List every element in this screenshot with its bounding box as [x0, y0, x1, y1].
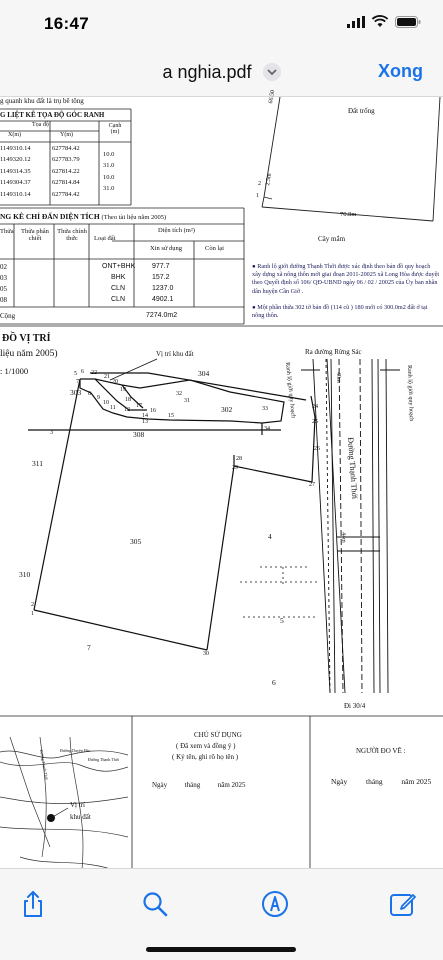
markup-pen-icon: [260, 889, 290, 919]
area-col-xin: Xin sử dụng: [150, 245, 183, 252]
area-row-xin-3: 1237.0: [152, 285, 174, 292]
area-col-chinh-thuc: Thửa chính thức: [57, 228, 87, 242]
map-subtitle: liệu năm 2005): [0, 349, 58, 359]
wifi-icon: [372, 16, 388, 28]
parcel-304: 304: [198, 369, 210, 378]
map-point-21: 21: [104, 374, 110, 380]
map-title: ĐỒ VỊ TRÍ: [2, 333, 51, 344]
map-point-31: 31: [184, 398, 190, 404]
coord-edge-3: 10.0: [103, 174, 115, 181]
map-point-34: 34: [264, 426, 270, 432]
map-point-18: 18: [125, 397, 131, 403]
coord-edge-2: 31.0: [103, 162, 115, 169]
area-col-phan-chiet: Thửa phân chiết: [21, 228, 49, 242]
inset-cay-mam: Cây mắm: [318, 235, 346, 243]
parcel-305: 305: [130, 537, 142, 546]
sign-chu-date: Ngày tháng năm 2025: [152, 781, 246, 789]
status-icons: [347, 16, 421, 28]
search-button[interactable]: [140, 889, 170, 919]
map-vi-tri: Vị trí khu đất: [156, 350, 194, 358]
inset-pt-2: 2: [258, 181, 261, 187]
area-total-value: 7274.0m2: [146, 312, 178, 319]
coord-header-group: Tọa độ: [32, 122, 49, 128]
map-width-44: 44m: [340, 532, 347, 543]
battery-icon: [395, 16, 421, 28]
search-icon: [140, 889, 170, 919]
chevron-down-icon[interactable]: [263, 63, 281, 81]
parcel-302: 302: [221, 405, 233, 414]
map-point-11: 11: [110, 405, 116, 411]
coord-y-1: 627784.42: [52, 145, 80, 152]
coord-col-y: Y(m): [60, 132, 73, 138]
map-point-6: 6: [81, 369, 84, 375]
edit-icon: [388, 889, 418, 919]
area-row-loai-1: ONT+BHK: [102, 263, 136, 270]
area-row-loai-2: BHK: [111, 274, 126, 281]
done-button[interactable]: Xong: [378, 61, 423, 81]
inset-edge-70: 70.8m: [340, 211, 357, 218]
area-table-title-note: (Theo tài liệu năm 2005): [101, 214, 167, 221]
parcel-6: 6: [272, 678, 276, 687]
sign-chu-l1: ( Đã xem và đồng ý ): [176, 742, 236, 750]
coord-x-2: 1149320.12: [0, 156, 31, 163]
area-col-dien-tich: Diện tích (m²): [158, 227, 195, 234]
area-row-id-3: 05: [0, 285, 7, 293]
inset-pt-1: 1: [256, 193, 259, 199]
area-row-id-1: 02: [0, 263, 7, 271]
locator-road-2: Đường Duyên Hải: [60, 748, 90, 753]
map-width-40: 40m: [335, 372, 342, 383]
area-col-con-lai: Còn lại: [205, 245, 224, 252]
map-point-24: 24: [312, 404, 318, 410]
status-bar: [0, 0, 443, 48]
map-point-1: 1: [31, 611, 34, 617]
inset-edge-66: 66.50: [268, 89, 277, 105]
bottom-toolbar: [0, 868, 443, 960]
map-point-19: 19: [120, 387, 126, 393]
coord-x-3: 1149314.35: [0, 168, 31, 175]
parcel-310: 310: [19, 570, 31, 579]
parcel-303: 303: [70, 388, 82, 397]
map-point-3: 3: [50, 430, 53, 436]
note-thua-302: ● Một phần thửa 302 tờ bản đồ (114 cũ ) 180 mới có 300.0m2 đất ở tại nông thôn.: [252, 304, 428, 320]
map-point-9: 9: [97, 395, 100, 401]
coord-table-title: G LIỆT KÊ TỌA ĐỘ GÓC RANH: [0, 111, 105, 119]
area-col-thua: Thửa: [0, 228, 14, 235]
map-point-25: 25: [312, 419, 318, 425]
coord-edge-1: 10.0: [103, 151, 115, 158]
coord-col-edge: Cạnh (m): [108, 123, 122, 135]
sign-chu-title: CHỦ SỬ DỤNG: [194, 731, 242, 739]
locator-road-3: Đường Thạnh Thới: [88, 757, 119, 762]
note-ranh-lo-gioi: ● Ranh lộ giới đường Thạnh Thới được xác định theo bản đồ quy hoạch xây dựng xã nông thôn mới giai đoạn 2011-20025 xã Long Hòa được duyệt theo Quyết định số 106/ QĐ-UBND ngày 06 / 02 / 20025 của Ủy ban nhân dân huyện Cần Giờ .: [252, 263, 440, 295]
map-point-26: 26: [314, 446, 320, 452]
map-point-12: 12: [124, 407, 130, 413]
coord-y-2: 627783.79: [52, 156, 80, 163]
sign-nguoi-title: NGƯỜI ĐO VẼ :: [356, 747, 406, 755]
map-point-10: 10: [103, 400, 109, 406]
parcel-5: 5: [280, 616, 284, 625]
coord-y-4: 627814.84: [52, 179, 80, 186]
map-point-2: 2: [31, 602, 34, 608]
map-point-28: 28: [236, 456, 242, 462]
map-point-13: 13: [142, 419, 148, 425]
area-row-loai-3: CLN: [111, 285, 126, 292]
map-point-33: 33: [262, 406, 268, 412]
coord-col-x: X(m): [8, 132, 21, 138]
edit-button[interactable]: [388, 889, 418, 919]
locator-road-1: Đường Thạnh Thới: [39, 749, 50, 781]
map-point-30: 30: [203, 651, 209, 657]
map-point-14: 14: [142, 413, 148, 419]
share-button[interactable]: [18, 889, 48, 919]
area-row-xin-4: 4902.1: [152, 296, 174, 303]
area-table-title-text: NG KÊ CHỈ ĐẤN DIỆN TÍCH: [0, 212, 100, 221]
inset-dat-trong: Đất trống: [348, 107, 375, 115]
status-time: 16:47: [44, 14, 89, 33]
area-table-title: [0, 212, 166, 221]
map-ra-duong: Ra đường Rừng Sác: [305, 348, 362, 356]
area-row-xin-2: 157.2: [152, 274, 170, 281]
parcel-308: 308: [133, 430, 145, 439]
map-di: Đi 30/4: [344, 702, 366, 710]
home-indicator: [146, 947, 296, 952]
top-note: g quanh khu đất là trụ bê tông: [0, 97, 84, 105]
area-total-label: Cộng: [0, 312, 16, 320]
map-point-16: 16: [150, 408, 156, 414]
area-row-id-2: 03: [0, 274, 7, 282]
parcel-4: 4: [268, 532, 272, 541]
area-col-loai-dat: Loại đất: [94, 235, 116, 242]
map-point-29: 29: [232, 465, 238, 471]
map-point-15: 15: [168, 413, 174, 419]
locator-vi-tri: Vị trí: [70, 801, 85, 809]
share-icon: [18, 889, 48, 919]
map-point-5: 5: [74, 371, 77, 377]
coord-edge-4: 31.0: [103, 185, 115, 192]
coord-x-4: 1149304.37: [0, 179, 31, 186]
coord-x-5: 1149310.14: [0, 191, 31, 198]
markup-button[interactable]: [260, 889, 290, 919]
map-point-20: 20: [112, 379, 118, 385]
parcel-7: 7: [87, 643, 91, 652]
area-row-xin-1: 977.7: [152, 263, 170, 270]
area-row-id-4: 08: [0, 296, 7, 304]
sign-chu-l2: ( Ký tên, ghi rõ họ tên ): [172, 753, 239, 761]
document-title[interactable]: [0, 61, 443, 83]
map-ranh-right: Ranh lộ giới quy hoạch: [406, 365, 414, 422]
map-point-22: 22: [91, 370, 97, 376]
map-point-7: 7: [76, 379, 79, 385]
coord-y-3: 627814.22: [52, 168, 80, 175]
locator-khu-dat: khu đất: [70, 813, 91, 821]
area-row-loai-4: CLN: [111, 296, 126, 303]
signal-icon: [347, 16, 365, 28]
nav-bar: [0, 48, 443, 97]
map-point-27: 27: [309, 482, 315, 488]
map-point-32: 32: [176, 391, 182, 397]
document-title-text: a nghia.pdf: [162, 61, 252, 82]
inset-edge-2: 2.5m: [265, 173, 274, 187]
coord-x-1: 1149310.14: [0, 145, 31, 152]
coord-y-5: 627784.42: [52, 191, 80, 198]
sign-nguoi-date: Ngày tháng năm 2025: [331, 777, 432, 786]
map-ranh-left: Ranh lộ giới quy hoạch: [284, 362, 296, 419]
pdf-page[interactable]: [0, 89, 443, 890]
map-scale: : 1/1000: [0, 366, 29, 376]
map-road-name: Đường Thạnh Thới: [346, 437, 360, 500]
map-point-8: 8: [88, 391, 91, 397]
map-point-17: 17: [136, 403, 142, 409]
parcel-311: 311: [32, 459, 43, 468]
